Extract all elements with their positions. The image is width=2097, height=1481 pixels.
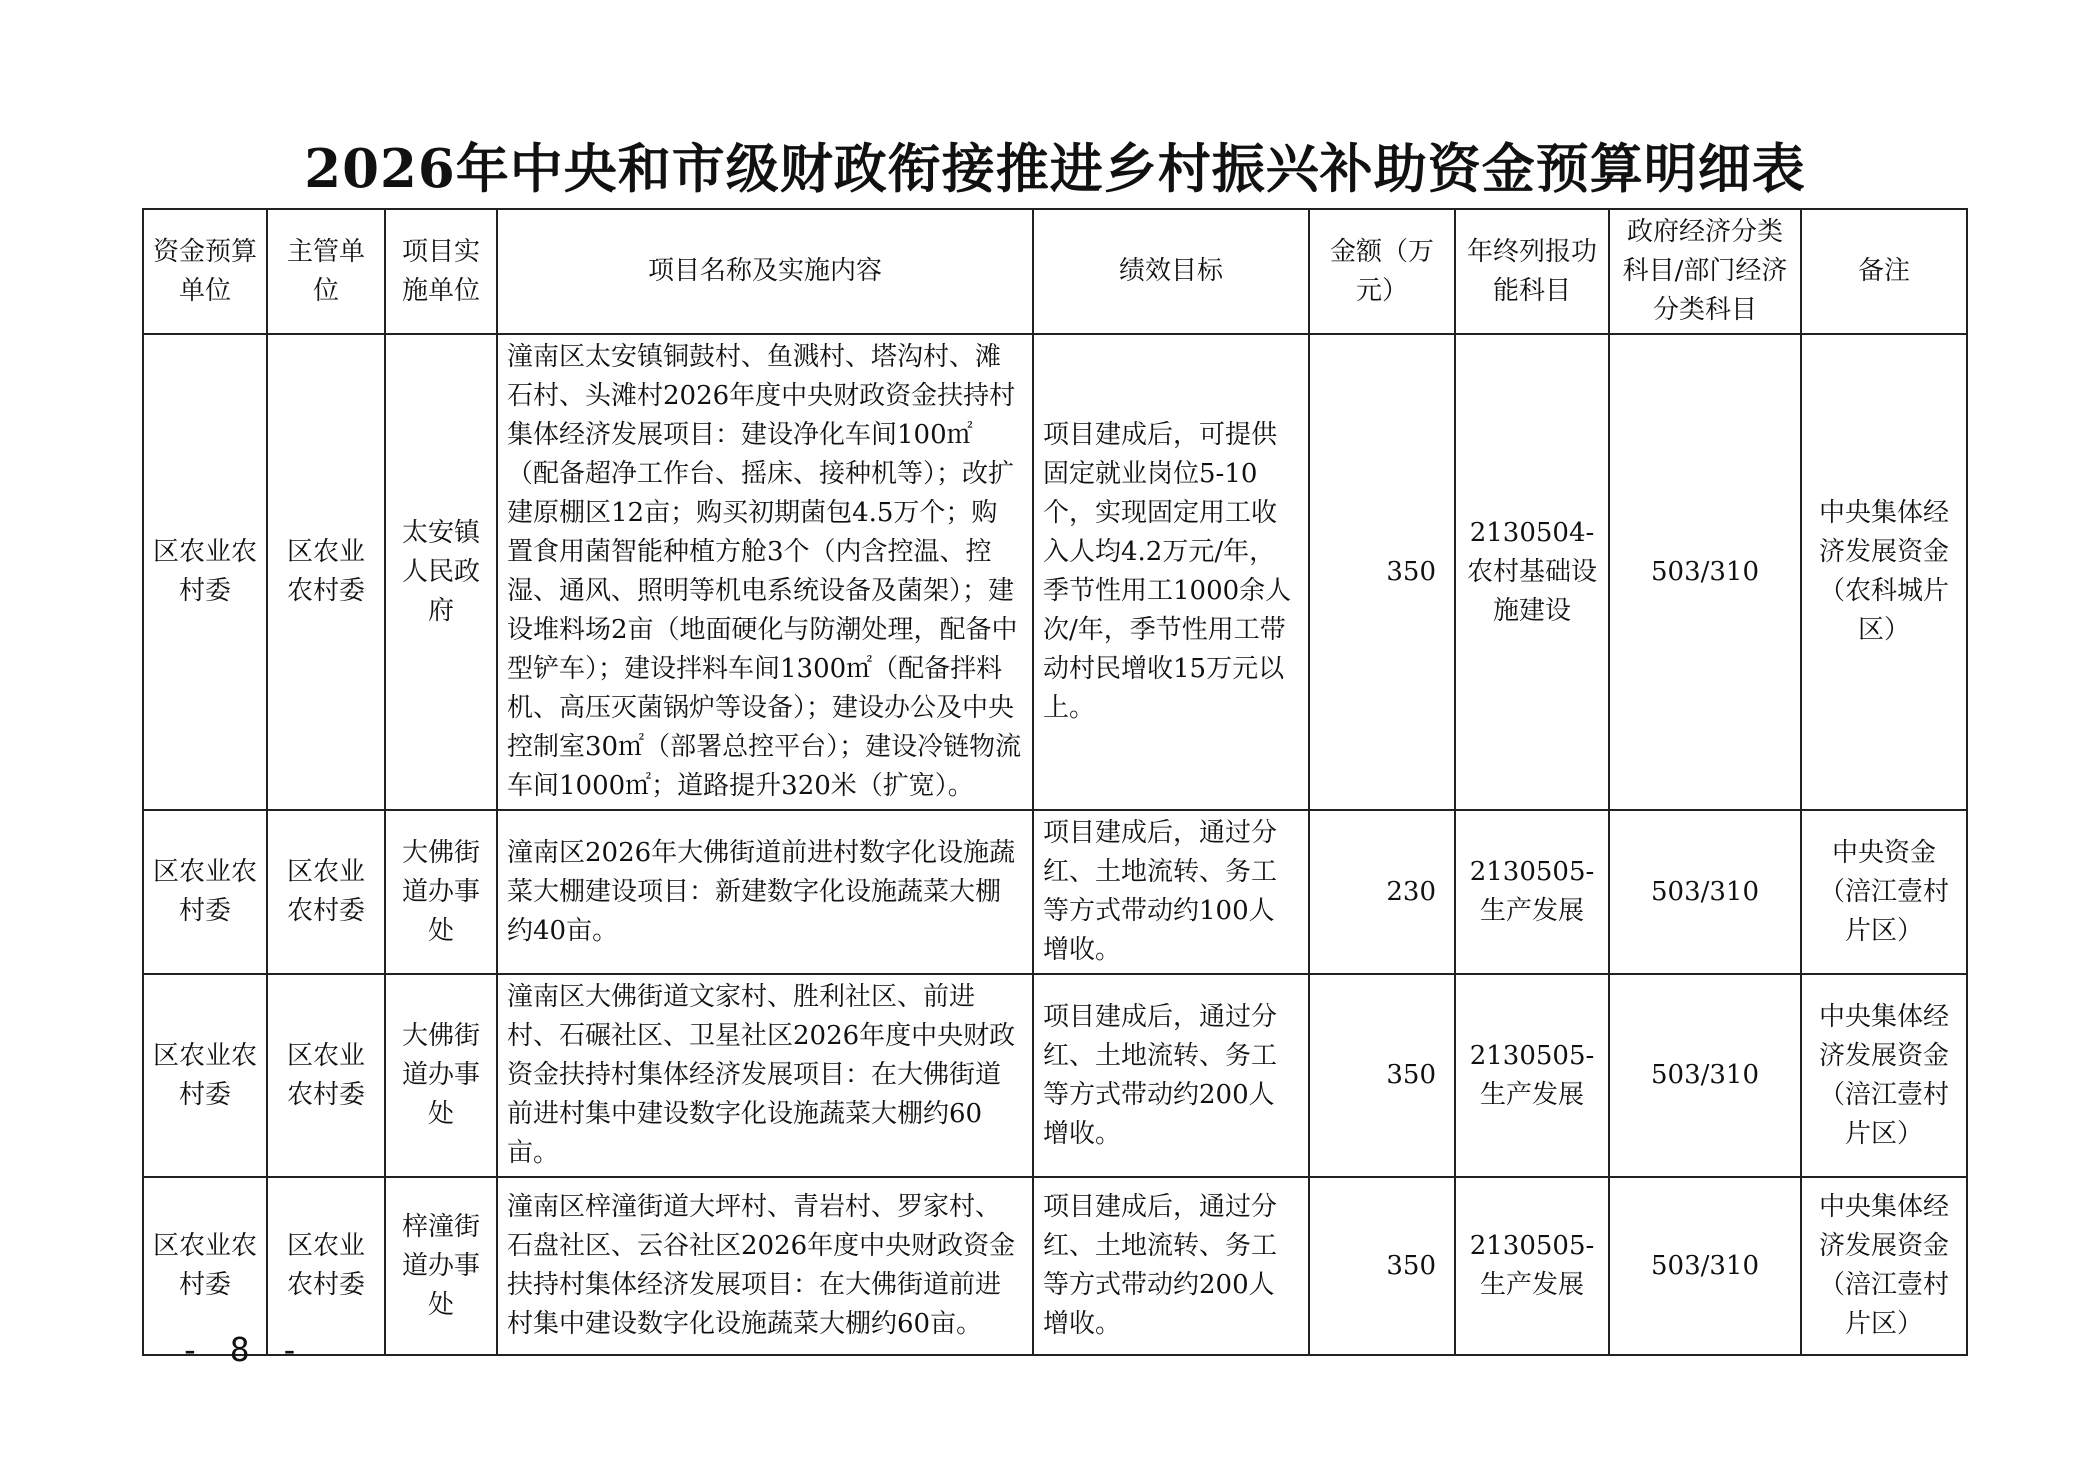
header-amount: 金额（万元） <box>1309 209 1455 334</box>
function-subject-cell: 2130505-生产发展 <box>1455 1177 1609 1355</box>
implementing-unit-cell: 大佛街道办事处 <box>385 974 497 1177</box>
implementing-unit-cell: 大佛街道办事处 <box>385 810 497 974</box>
function-subject-cell: 2130504-农村基础设施建设 <box>1455 334 1609 810</box>
implementing-unit-cell: 太安镇人民政府 <box>385 334 497 810</box>
economic-subject-cell: 503/310 <box>1609 334 1801 810</box>
supervising-unit-cell: 区农业农村委 <box>267 1177 385 1355</box>
supervising-unit-cell: 区农业农村委 <box>267 334 385 810</box>
header-function-subject: 年终列报功能科目 <box>1455 209 1609 334</box>
project-cell: 潼南区大佛街道文家村、胜利社区、前进村、石碾社区、卫星社区2026年度中央财政资金扶持村集体经济发展项目：在大佛街道前进村集中建设数字化设施蔬菜大棚约60亩。 <box>497 974 1033 1177</box>
header-budget-unit: 资金预算单位 <box>143 209 267 334</box>
table-row <box>143 974 1967 1177</box>
performance-cell: 项目建成后，可提供固定就业岗位5-10个，实现固定用工收入人均4.2万元/年，季节性用工1000余人次/年，季节性用工带动村民增收15万元以上。 <box>1033 334 1309 810</box>
function-subject-cell: 2130505-生产发展 <box>1455 974 1609 1177</box>
table-header-row <box>143 209 1967 334</box>
implementing-unit-cell: 梓潼街道办事处 <box>385 1177 497 1355</box>
page-number: - 8 - <box>180 1330 305 1369</box>
function-subject-cell: 2130505-生产发展 <box>1455 810 1609 974</box>
remarks-cell: 中央资金（涪江壹村片区） <box>1801 810 1967 974</box>
performance-cell: 项目建成后，通过分红、土地流转、务工等方式带动约200人增收。 <box>1033 974 1309 1177</box>
table-row <box>143 810 1967 974</box>
economic-subject-cell: 503/310 <box>1609 810 1801 974</box>
performance-cell: 项目建成后，通过分红、土地流转、务工等方式带动约100人增收。 <box>1033 810 1309 974</box>
economic-subject-cell: 503/310 <box>1609 974 1801 1177</box>
amount-cell: 350 <box>1309 1177 1455 1355</box>
document-title: 2026年中央和市级财政衔接推进乡村振兴补助资金预算明细表 <box>304 138 1806 200</box>
economic-subject-cell: 503/310 <box>1609 1177 1801 1355</box>
header-supervising-unit: 主管单位 <box>267 209 385 334</box>
performance-cell: 项目建成后，通过分红、土地流转、务工等方式带动约200人增收。 <box>1033 1177 1309 1355</box>
table-row <box>143 334 1967 810</box>
project-cell: 潼南区梓潼街道大坪村、青岩村、罗家村、石盘社区、云谷社区2026年度中央财政资金扶持村集体经济发展项目：在大佛街道前进村集中建设数字化设施蔬菜大棚约60亩。 <box>497 1177 1033 1355</box>
amount-cell: 350 <box>1309 334 1455 810</box>
remarks-cell: 中央集体经济发展资金（涪江壹村片区） <box>1801 974 1967 1177</box>
supervising-unit-cell: 区农业农村委 <box>267 810 385 974</box>
budget-unit-cell: 区农业农村委 <box>143 1177 267 1355</box>
budget-unit-cell: 区农业农村委 <box>143 974 267 1177</box>
header-remarks: 备注 <box>1801 209 1967 334</box>
remarks-cell: 中央集体经济发展资金（农科城片区） <box>1801 334 1967 810</box>
amount-cell: 350 <box>1309 974 1455 1177</box>
header-implementing-unit: 项目实施单位 <box>385 209 497 334</box>
budget-unit-cell: 区农业农村委 <box>143 334 267 810</box>
header-economic-subject: 政府经济分类科目/部门经济分类科目 <box>1609 209 1801 334</box>
header-performance: 绩效目标 <box>1033 209 1309 334</box>
budget-unit-cell: 区农业农村委 <box>143 810 267 974</box>
remarks-cell: 中央集体经济发展资金（涪江壹村片区） <box>1801 1177 1967 1355</box>
amount-cell: 230 <box>1309 810 1455 974</box>
budget-table <box>142 208 1968 1356</box>
project-cell: 潼南区2026年大佛街道前进村数字化设施蔬菜大棚建设项目：新建数字化设施蔬菜大棚约40亩。 <box>497 810 1033 974</box>
supervising-unit-cell: 区农业农村委 <box>267 974 385 1177</box>
project-cell: 潼南区太安镇铜鼓村、鱼溅村、塔沟村、滩石村、头滩村2026年度中央财政资金扶持村集体经济发展项目：建设净化车间100㎡（配备超净工作台、摇床、接种机等）；改扩建原棚区12亩；购买初期菌包4.5万个；购置食用菌智能种植方舱3个（内含控温、控湿、通风、照明等机电系统设备及菌架）；建设堆料场2亩（地面硬化与防潮处理，配备中型铲车）；建设拌料车间1300㎡（配备拌料机、高压灭菌锅炉等设备）；建设办公及中央控制室30㎡（部署总控平台）；建设冷链物流车间1000㎡；道路提升320米（扩宽）。 <box>497 334 1033 810</box>
header-project: 项目名称及实施内容 <box>497 209 1033 334</box>
table-row <box>143 1177 1967 1355</box>
